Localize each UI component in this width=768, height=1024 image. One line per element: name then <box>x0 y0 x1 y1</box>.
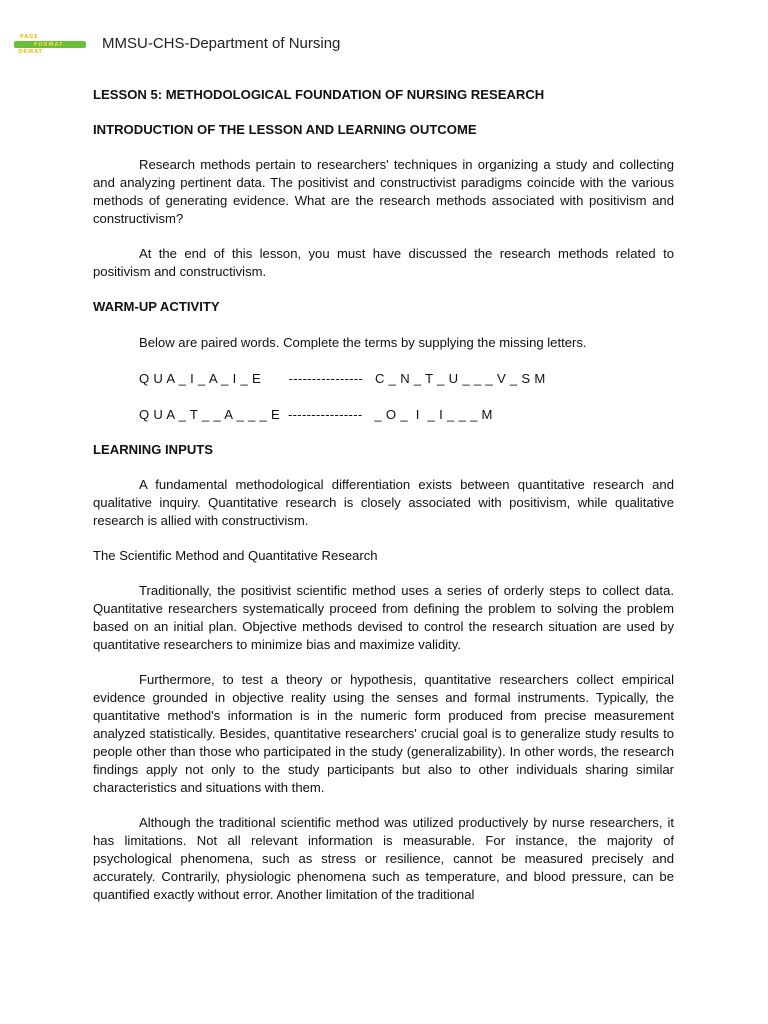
learning-paragraph-1: A fundamental methodological differentiation exists between quantitative research and qualitative inquiry. Quantitative research is closely associated with positivism, while qualitative research is allied with constructivism. <box>93 477 674 528</box>
lesson-title: LESSON 5: METHODOLOGICAL FOUNDATION OF NURSING RESEARCH <box>93 87 545 102</box>
department-logo <box>14 34 86 56</box>
warmup-heading: WARM-UP ACTIVITY <box>93 299 220 314</box>
intro-paragraph-1: Research methods pertain to researchers' techniques in organizing a study and collecting and analyzing pertinent data. The positivist and constructivist paradigms coincide with the various methods of generating evidence. What are the research methods associated with positivism and constructivism? <box>93 157 674 226</box>
document-body <box>93 86 674 904</box>
learning-inputs-heading: LEARNING INPUTS <box>93 442 214 457</box>
logo-text-1: PAGE <box>20 34 39 40</box>
word-pair-1: Q U A _ I _ A _ I _ E ---------------- C _ N _ T _ U _ _ _ V _ S M <box>139 371 546 386</box>
page-header <box>14 32 340 58</box>
intro-paragraph-2: At the end of this lesson, you must have discussed the research methods related to positivism and constructivism. <box>93 246 674 279</box>
header-title: MMSU-CHS-Department of Nursing <box>102 34 341 52</box>
warmup-instruction: Below are paired words. Complete the terms by supplying the missing letters. <box>139 335 587 350</box>
learning-paragraph-3: Furthermore, to test a theory or hypothesis, quantitative researchers collect empirical evidence grounded in objective reality using the senses and formal instruments. Typically, the quantitative method's information is in the numeric form produced from precise measurement analyzed statistically. Besides, quantitative researchers' crucial goal is to generalize study results to people other than those who participated in the study (generalizability). In other words, the research findings apply not only to the study participants but also to other individuals sharing similar characteristics and situations with them. <box>93 672 674 795</box>
intro-heading: INTRODUCTION OF THE LESSON AND LEARNING OUTCOME <box>93 122 477 137</box>
learning-paragraph-2: Traditionally, the positivist scientific method uses a series of orderly steps to collect data. Quantitative researchers systematically proceed from defining the problem to solving the problem based on an initial plan. Objective methods devised to control the research situation are used by quantitative researchers to minimize bias and maximize validity. <box>93 583 674 652</box>
word-pair-2: Q U A _ T _ _ A _ _ _ E ---------------- _ O _ I _ I _ _ _ M <box>139 407 493 422</box>
learning-paragraph-4: Although the traditional scientific method was utilized productively by nurse researchers, it has limitations. Not all relevant information is measurable. For instance, the majority of psychological phenomena, such as stress or resilience, cannot be measured precisely and accurately. Contrarily, physiologic phenomena such as temperature, and blood pressure, can be quantified exactly without error. Another limitation of the traditional <box>93 815 674 902</box>
logo-text-2: FORMAT <box>34 42 64 48</box>
section-subheading: The Scientific Method and Quantitative Research <box>93 548 378 563</box>
logo-text-3: ORMAT <box>18 49 43 55</box>
